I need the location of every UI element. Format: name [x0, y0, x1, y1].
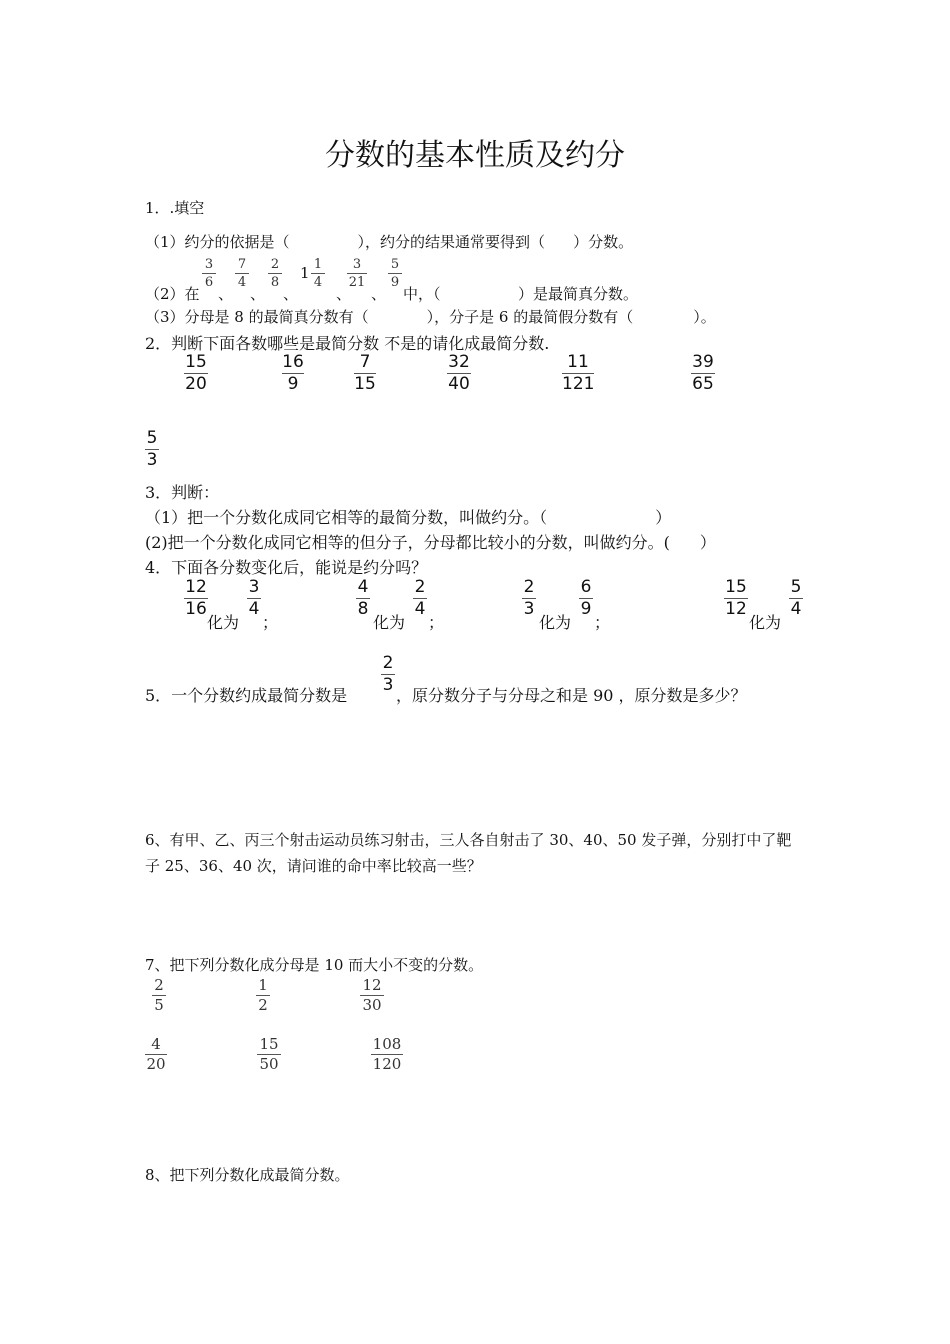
q1-part2: （2）在 [145, 285, 200, 303]
fraction: 16 9 [282, 352, 304, 394]
q1-sep: 、 [283, 285, 299, 303]
q4-heading: 4．下面各分数变化后，能说是约分吗？ [145, 558, 428, 577]
mixed-whole: 1 [300, 264, 310, 282]
fraction: 2 8 [268, 258, 282, 289]
fraction: 32 40 [448, 352, 470, 394]
semicolon: ； [594, 613, 611, 632]
q3-statement-2: (2)把一个分数化成同它相等的但分子，分母都比较小的分数，叫做约分。( ） [145, 533, 716, 552]
q3-heading: 3．判断： [145, 483, 220, 502]
q1-sep: 、 [336, 285, 352, 303]
semicolon: ； [428, 613, 445, 632]
q1-sep: 、 [218, 285, 234, 303]
fraction: 2 3 [382, 653, 394, 695]
fraction: 5 4 [790, 577, 802, 619]
fraction: 2 4 [414, 577, 426, 619]
q1-heading: 1．.填空 [145, 199, 205, 217]
fraction: 1 4 [311, 258, 325, 289]
q6-line-1: 6、有甲、乙、丙三个射击运动员练习射击，三人各自射击了 30、40、50 发子弹，分别打中了靶 [145, 831, 792, 849]
q1-part2-end: ）是最简真分数。 [518, 285, 639, 303]
fraction: 12 30 [360, 978, 384, 1013]
q5-text-b: ，原分数分子与分母之和是 90 ，原分数是多少？ [396, 686, 747, 705]
q7-heading: 7、把下列分数化成分母是 10 而大小不变的分数。 [145, 956, 484, 974]
semicolon: ； [262, 613, 279, 632]
fraction: 1 2 [256, 978, 270, 1013]
q3-statement-1: （1）把一个分数化成同它相等的最简分数，叫做约分。（ ） [145, 508, 672, 527]
fraction: 7 15 [354, 352, 376, 394]
fraction: 12 16 [185, 577, 207, 619]
change-label: 化为 [749, 613, 782, 632]
fraction: 7 4 [235, 258, 249, 289]
fraction: 15 20 [185, 352, 207, 394]
fraction: 5 3 [146, 428, 158, 470]
q1-part2-mid: 中，（ [403, 285, 441, 303]
fraction: 15 50 [257, 1037, 281, 1072]
fraction: 3 6 [202, 258, 216, 289]
fraction: 3 21 [348, 257, 366, 290]
change-label: 化为 [207, 613, 240, 632]
fraction: 108 120 [372, 1035, 402, 1073]
fraction: 4 8 [357, 577, 369, 619]
fraction: 3 4 [248, 577, 260, 619]
fraction: 2 5 [152, 978, 166, 1013]
fraction: 2 3 [523, 577, 535, 619]
q1-sep: 、 [250, 285, 266, 303]
fraction: 5 9 [388, 258, 402, 289]
q5-text-a: 5．一个分数约成最简分数是 [145, 686, 348, 705]
fraction: 11 121 [562, 352, 595, 394]
fraction: 15 12 [725, 577, 747, 619]
q1-part1: （1）约分的依据是（ ），约分的结果通常要得到（ ）分数。 [145, 233, 634, 251]
change-label: 化为 [539, 613, 572, 632]
page-title: 分数的基本性质及约分 [325, 138, 625, 173]
fraction: 39 65 [692, 352, 714, 394]
change-label: 化为 [373, 613, 406, 632]
fraction: 4 20 [146, 1035, 166, 1073]
q6-line-2: 子 25、36、40 次，请问谁的命中率比较高一些？ [145, 857, 482, 875]
q8-heading: 8、把下列分数化成最简分数。 [145, 1166, 350, 1184]
q2-heading: 2．判断下面各数哪些是最简分数 不是的请化成最简分数. [145, 334, 550, 353]
q1-sep: 、 [371, 285, 387, 303]
fraction: 6 9 [580, 577, 592, 619]
q1-part3: （3）分母是 8 的最简真分数有（ ），分子是 6 的最简假分数有（ ）。 [145, 308, 716, 326]
